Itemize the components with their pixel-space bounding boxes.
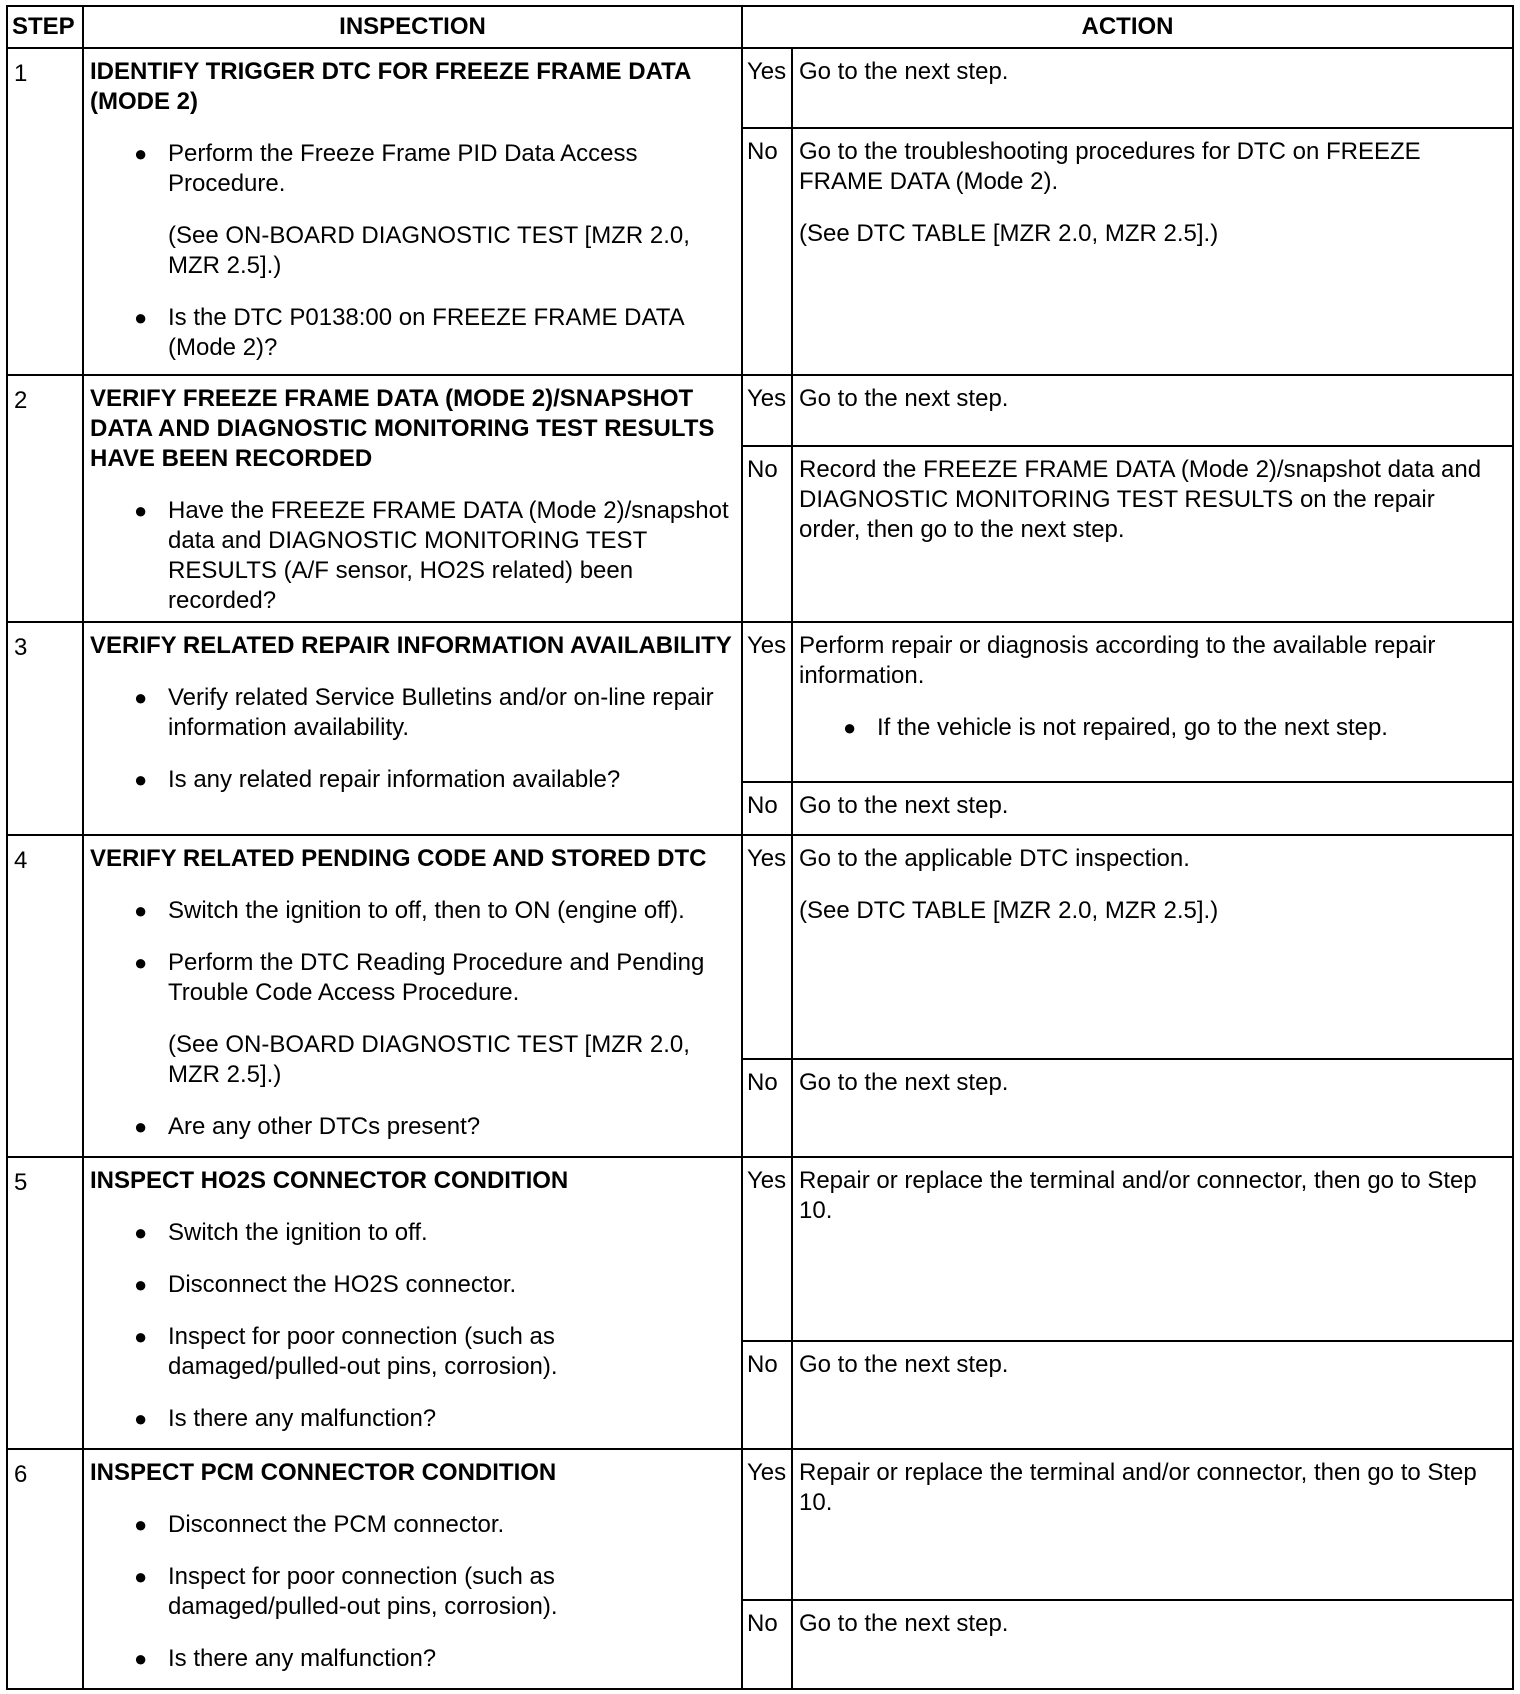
step-row bbox=[7, 48, 1513, 128]
yes-label: Yes bbox=[742, 375, 792, 446]
bullet-icon: ● bbox=[134, 1272, 148, 1297]
no-action: Go to the next step. bbox=[792, 782, 1513, 835]
no-label: No bbox=[742, 128, 792, 375]
no-label: No bbox=[742, 1059, 792, 1157]
inspection-bullet: ● Inspect for poor connection (such as damaged/pulled-out pins, corrosion). bbox=[134, 1563, 558, 1620]
bullet-icon: ● bbox=[134, 1406, 148, 1431]
inspection-cell bbox=[83, 622, 742, 835]
action-note: (See DTC TABLE [MZR 2.0, MZR 2.5].) bbox=[799, 220, 1219, 247]
bullet-icon: ● bbox=[134, 898, 148, 923]
inspection-note: (See ON-BOARD DIAGNOSTIC TEST [MZR 2.0, MZR 2.5].) bbox=[168, 1031, 690, 1088]
inspection-bullet: ● Perform the DTC Reading Procedure and Pending Trouble Code Access Procedure. bbox=[134, 949, 705, 1006]
header-action: ACTION bbox=[742, 6, 1513, 48]
step-row bbox=[7, 1157, 1513, 1341]
no-label: No bbox=[742, 1600, 792, 1689]
diagnostic-procedure-table bbox=[6, 5, 1514, 1690]
bullet-icon: ● bbox=[134, 141, 148, 166]
inspection-bullet: ● Inspect for poor connection (such as damaged/pulled-out pins, corrosion). bbox=[134, 1323, 558, 1380]
yes-action: Repair or replace the terminal and/or connector, then go to Step 10. bbox=[792, 1449, 1513, 1600]
yes-label: Yes bbox=[742, 835, 792, 1059]
bullet-icon: ● bbox=[134, 1114, 148, 1139]
bullet-icon: ● bbox=[134, 305, 148, 330]
inspection-bullet: ● Have the FREEZE FRAME DATA (Mode 2)/snapshot data and DIAGNOSTIC MONITORING TEST RESULTS (A/F sensor, HO2S related) been recorded? bbox=[134, 497, 729, 614]
inspection-heading: IDENTIFY TRIGGER DTC FOR FREEZE FRAME DATA (MODE 2) bbox=[90, 58, 691, 115]
yes-label: Yes bbox=[742, 622, 792, 782]
bullet-icon: ● bbox=[134, 685, 148, 710]
inspection-heading: VERIFY RELATED REPAIR INFORMATION AVAILABILITY bbox=[90, 632, 732, 659]
step-number: 1 bbox=[7, 48, 83, 375]
inspection-cell bbox=[83, 835, 742, 1157]
step-number: 4 bbox=[7, 835, 83, 1157]
bullet-icon: ● bbox=[843, 715, 857, 740]
inspection-bullet: ● Disconnect the PCM connector. bbox=[134, 1511, 505, 1538]
no-action: Go to the next step. bbox=[792, 1341, 1513, 1449]
no-action: Go to the next step. bbox=[792, 1059, 1513, 1157]
inspection-note: (See ON-BOARD DIAGNOSTIC TEST [MZR 2.0, MZR 2.5].) bbox=[168, 222, 690, 279]
yes-action: Perform repair or diagnosis according to the available repair information. ● If the vehicle is not repaired, go to the next step. bbox=[792, 622, 1513, 782]
yes-action: Go to the applicable DTC inspection. (See DTC TABLE [MZR 2.0, MZR 2.5].) bbox=[792, 835, 1513, 1059]
inspection-cell bbox=[83, 375, 742, 622]
step-row bbox=[7, 835, 1513, 1059]
inspection-bullet: ● Switch the ignition to off. bbox=[134, 1219, 428, 1246]
no-label: No bbox=[742, 1341, 792, 1449]
inspection-heading: INSPECT HO2S CONNECTOR CONDITION bbox=[90, 1167, 569, 1194]
bullet-icon: ● bbox=[134, 767, 148, 792]
yes-label: Yes bbox=[742, 1157, 792, 1341]
header-row bbox=[7, 6, 1513, 48]
no-action: Go to the troubleshooting procedures for DTC on FREEZE FRAME DATA (Mode 2). (See DTC TABLE [MZR 2.0, MZR 2.5].) bbox=[792, 128, 1513, 375]
yes-action: Repair or replace the terminal and/or connector, then go to Step 10. bbox=[792, 1157, 1513, 1341]
bullet-icon: ● bbox=[134, 1512, 148, 1537]
diagnostic-procedure-table-wrapper bbox=[6, 5, 1512, 1689]
inspection-heading: INSPECT PCM CONNECTOR CONDITION bbox=[90, 1459, 557, 1486]
step-row bbox=[7, 375, 1513, 446]
no-label: No bbox=[742, 782, 792, 835]
inspection-heading: VERIFY RELATED PENDING CODE AND STORED DTC bbox=[90, 845, 707, 872]
bullet-icon: ● bbox=[134, 1564, 148, 1589]
yes-action: Go to the next step. bbox=[792, 48, 1513, 128]
step-number: 6 bbox=[7, 1449, 83, 1689]
bullet-icon: ● bbox=[134, 950, 148, 975]
no-label: No bbox=[742, 446, 792, 622]
inspection-heading: VERIFY FREEZE FRAME DATA (MODE 2)/SNAPSHOT DATA AND DIAGNOSTIC MONITORING TEST RESULTS HAVE BEEN RECORDED bbox=[90, 385, 715, 472]
step-number: 3 bbox=[7, 622, 83, 835]
bullet-icon: ● bbox=[134, 1324, 148, 1349]
inspection-bullet: ● Disconnect the HO2S connector. bbox=[134, 1271, 517, 1298]
action-bullet: ● If the vehicle is not repaired, go to the next step. bbox=[843, 714, 1388, 741]
step-row bbox=[7, 1449, 1513, 1600]
inspection-bullet: ● Is there any malfunction? bbox=[134, 1645, 437, 1672]
no-action: Record the FREEZE FRAME DATA (Mode 2)/snapshot data and DIAGNOSTIC MONITORING TEST RESULTS on the repair order, then go to the next step. bbox=[792, 446, 1513, 622]
inspection-cell bbox=[83, 48, 742, 375]
inspection-bullet: ● Are any other DTCs present? bbox=[134, 1113, 481, 1140]
yes-label: Yes bbox=[742, 1449, 792, 1600]
action-note: (See DTC TABLE [MZR 2.0, MZR 2.5].) bbox=[799, 897, 1219, 924]
inspection-bullet: ● Is there any malfunction? bbox=[134, 1405, 437, 1432]
no-action: Go to the next step. bbox=[792, 1600, 1513, 1689]
step-number: 2 bbox=[7, 375, 83, 622]
yes-action: Go to the next step. bbox=[792, 375, 1513, 446]
header-inspection: INSPECTION bbox=[83, 6, 742, 48]
bullet-icon: ● bbox=[134, 1646, 148, 1671]
inspection-bullet: ● Verify related Service Bulletins and/or on-line repair information availability. bbox=[134, 684, 714, 741]
inspection-cell bbox=[83, 1449, 742, 1689]
bullet-icon: ● bbox=[134, 498, 148, 523]
inspection-bullet: ● Switch the ignition to off, then to ON (engine off). bbox=[134, 897, 685, 924]
inspection-bullet: ● Is any related repair information available? bbox=[134, 766, 621, 793]
step-row bbox=[7, 622, 1513, 782]
step-number: 5 bbox=[7, 1157, 83, 1449]
inspection-bullet: ● Is the DTC P0138:00 on FREEZE FRAME DATA (Mode 2)? bbox=[134, 304, 684, 361]
yes-label: Yes bbox=[742, 48, 792, 128]
bullet-icon: ● bbox=[134, 1220, 148, 1245]
inspection-cell bbox=[83, 1157, 742, 1449]
inspection-bullet: ● Perform the Freeze Frame PID Data Access Procedure. bbox=[134, 140, 638, 197]
header-step: STEP bbox=[7, 6, 83, 48]
